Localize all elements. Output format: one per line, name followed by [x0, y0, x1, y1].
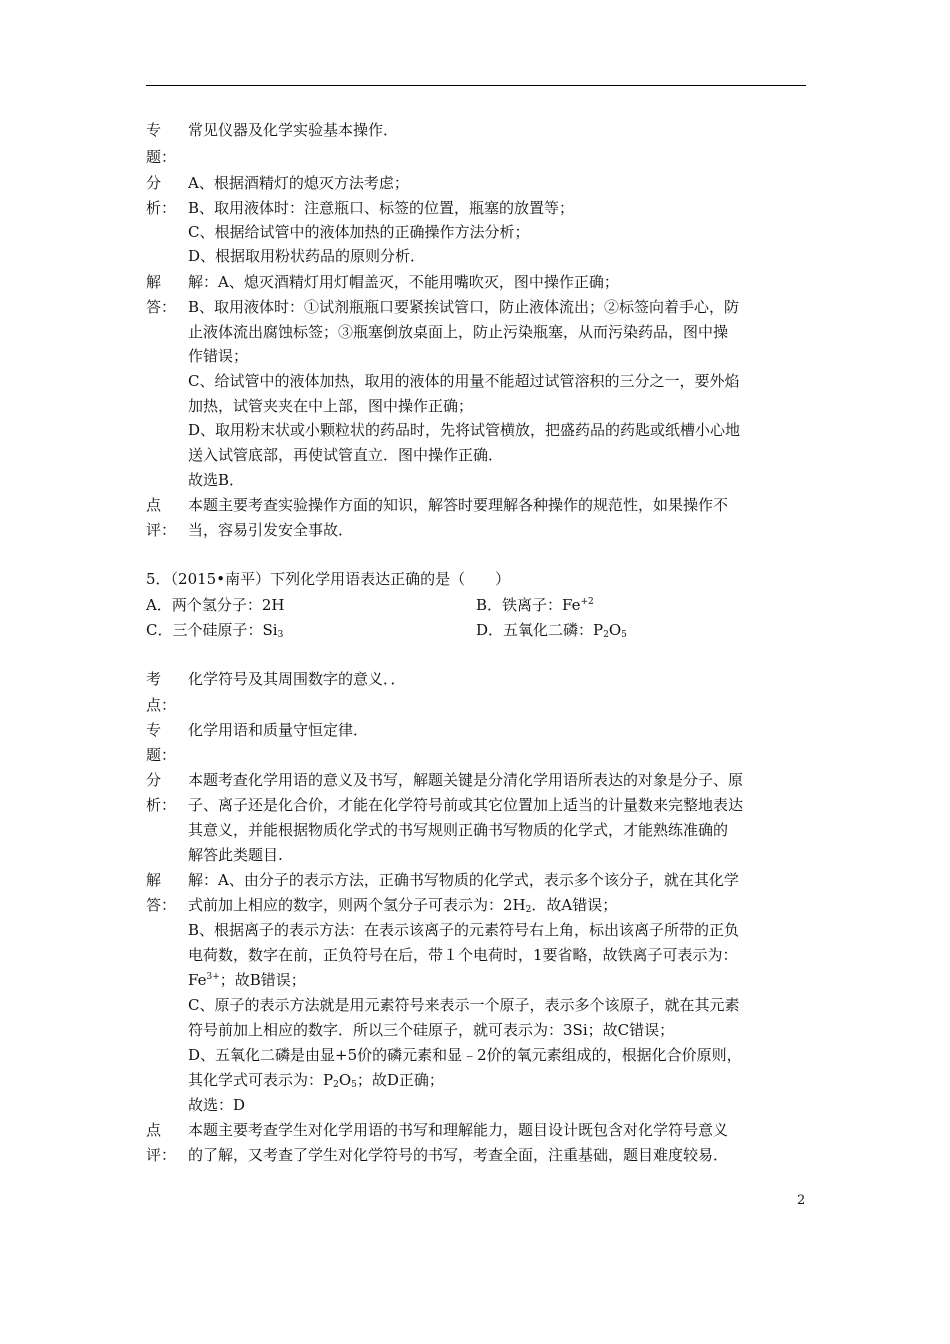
q5-comment-line: 的了解，又考查了学生对化学符号的书写，考查全面，注重基础，题目难度较易．: [188, 1146, 729, 1164]
q5-point-text: 化学符号及其周围数字的意义．．: [188, 670, 406, 688]
q4-analysis-label-2: 析：: [146, 199, 177, 217]
q5-option-d: D．五氧化二磷：$P_2O_5$: [476, 621, 627, 640]
q5-analysis-line: 解答此类题目.: [188, 846, 283, 864]
q5-analysis-label-2: 析：: [146, 796, 177, 814]
q5-answer-line: $Fe^{3+}$；故B错误；: [188, 971, 306, 989]
q5-special-text: 化学用语和质量守恒定律．: [188, 721, 369, 739]
q4-answer-line: C、给试管中的液体加热，取用的液体的用量不能超过试管溶积的三分之一，要外焰: [188, 372, 740, 390]
q5-option-a: A．两个氢分子：2H: [146, 596, 285, 614]
q4-answer-line: 解：A、熄灭酒精灯用灯帽盖灭，不能用嘴吹灭，图中操作正确；: [188, 273, 619, 291]
q5-answer-line: 式前加上相应的数字，则两个氢分子可表示为：$2H_2$．故A错误；: [188, 896, 618, 915]
q4-answer-line: 作错误；: [188, 347, 249, 365]
q5-comment-label-2: 评：: [146, 1146, 177, 1164]
q5-answer-label-2: 答：: [146, 896, 177, 914]
q5-special-label-1: 专: [146, 721, 162, 739]
q4-analysis-line: C、根据给试管中的液体加热的正确操作方法分析；: [188, 223, 530, 241]
q4-answer-line: D、取用粉末状或小颗粒状的药品时，先将试管横放，把盛药品的药匙或纸槽小心地: [188, 421, 741, 439]
q5-point-label-1: 考: [146, 670, 162, 688]
q4-comment-line: 本题主要考查实验操作方面的知识，解答时要理解各种操作的规范性，如果操作不: [188, 496, 729, 514]
q5-comment-line: 本题主要考查学生对化学用语的书写和理解能力，题目设计既包含对化学符号意义: [188, 1121, 729, 1139]
q4-answer-line: B、取用液体时：①试剂瓶瓶口要紧挨试管口，防止液体流出；②标签向着手心，防: [188, 298, 740, 316]
q5-analysis-label-1: 分: [146, 771, 162, 789]
q5-special-label-2: 题：: [146, 746, 177, 764]
q5-answer-line: 故选：D: [188, 1096, 246, 1114]
q5-question: 5．（2015•南平）下列化学用语表达正确的是（ ）: [146, 570, 511, 588]
q5-point-label-2: 点：: [146, 696, 177, 714]
q5-option-c: C．三个硅原子：$Si_3$: [146, 621, 284, 640]
q5-answer-line: 其化学式可表示为：$P_2O_5$；故D正确；: [188, 1071, 444, 1090]
q4-analysis-line: D、根据取用粉状药品的原则分析．: [188, 247, 426, 265]
q5-answer-line: 电荷数，数字在前，正负符号在后，带１个电荷时，1要省略，故铁离子可表示为：: [188, 946, 738, 964]
q5-answer-label-1: 解: [146, 871, 162, 889]
q5-analysis-line: 本题考查化学用语的意义及书写，解题关键是分清化学用语所表达的对象是分子、原: [188, 771, 744, 789]
q4-answer-label-2: 答：: [146, 298, 177, 316]
header-rule: [146, 85, 806, 86]
q5-answer-line: 解：A、由分子的表示方法，正确书写物质的化学式，表示多个该分子，就在其化学: [188, 871, 739, 889]
q5-answer-line: C、原子的表示方法就是用元素符号来表示一个原子，表示多个该原子，就在其元素: [188, 996, 740, 1014]
q4-analysis-line: A、根据酒精灯的熄灭方法考虑；: [188, 174, 409, 192]
q4-answer-line: 加热，试管夹夹在中上部，图中操作正确；: [188, 397, 474, 415]
q4-special-label-1: 专: [146, 121, 162, 139]
q5-option-b: B．铁离子：$Fe^{+2}$: [476, 596, 594, 614]
q4-answer-line: 送入试管底部，再使试管直立．图中操作正确．: [188, 446, 504, 464]
page-number: 2: [797, 1193, 806, 1208]
q5-analysis-line: 子、离子还是化合价，才能在化学符号前或其它位置加上适当的计量数来完整地表达: [188, 796, 744, 814]
q4-comment-label-1: 点: [146, 496, 162, 514]
q5-answer-line: 符号前加上相应的数字．所以三个硅原子，就可表示为：3Si；故C错误；: [188, 1021, 675, 1039]
q4-special-label-2: 题：: [146, 148, 177, 166]
q4-comment-label-2: 评：: [146, 521, 177, 539]
q5-comment-label-1: 点: [146, 1121, 162, 1139]
q5-answer-line: B、根据离子的表示方法：在表示该离子的元素符号右上角，标出该离子所带的正负: [188, 921, 740, 939]
q4-comment-line: 当，容易引发安全事故．: [188, 521, 354, 539]
q4-answer-line: 故选B．: [188, 471, 245, 489]
q4-answer-label-1: 解: [146, 273, 162, 291]
q5-analysis-line: 其意义，并能根据物质化学式的书写规则正确书写物质的化学式，才能熟练准确的: [188, 821, 729, 839]
q5-answer-line: D、五氧化二磷是由显+5价的磷元素和显﹣2价的氧元素组成的，根据化合价原则，: [188, 1046, 742, 1064]
q4-analysis-label-1: 分: [146, 174, 162, 192]
q4-special-text: 常见仪器及化学实验基本操作．: [188, 121, 399, 139]
q4-answer-line: 止液体流出腐蚀标签；③瓶塞倒放桌面上，防止污染瓶塞，从而污染药品，图中操: [188, 323, 729, 341]
q4-analysis-line: B、取用液体时：注意瓶口、标签的位置，瓶塞的放置等；: [188, 199, 575, 217]
